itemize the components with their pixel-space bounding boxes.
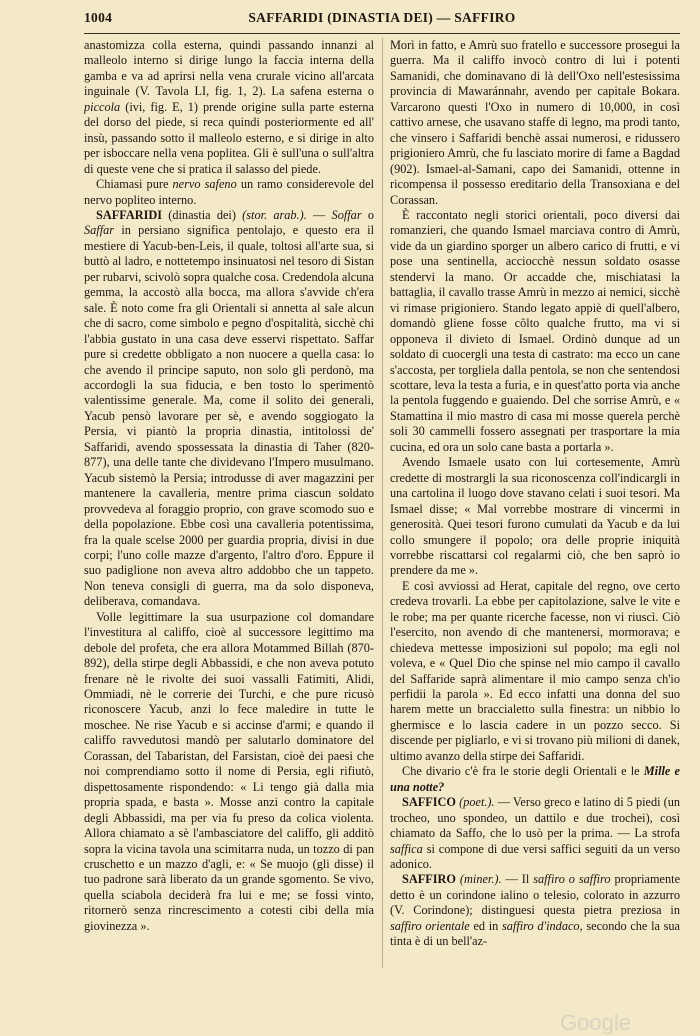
paragraph-nervo-safeno: [84, 177, 374, 208]
page-number: 1004: [84, 10, 113, 25]
text-run: in persiano significa pentolajo, e questo era il mestiere di Yacub-ben-Leis, il quale, toltosi all'arte sua, si buttò al ladro, e nottetempo insinuatosi nel tesoro di Sistan per rubarvi, scivolò sopra qualche cosa. Credendola alcuna gemma, la accostò alla bocca, ma allora s'avvide ch'era sale. È noto come fra gli Orientali si annetta al sale alcun che di sacro, come simbolo e pegno d'ospitalità, sicchè chi l'abbia gustato in una casa deve esservi rispettato. Saffar pure si credette obbligato a non nuocere a quella casa: lo che avendo il principe saputo, non solo gli perdonò, ma accordogli la sua fiducia, e ben tosto lo sperimentò valentissime generale. Ma, come il solito dei generali, Yacub pensò lavorare per sè, e avendo soggiogato la Persia, vi piantò la propria dinastia, intitolossi de' Saffaridi, avendo spossessata la dinastia di Taher (820-877), una delle tante che dividevano l'Impero musulmano. Yacub sistemò la Persia; introdusse di aver magazzini per mantenere la cavalleria, mentre prima ciascun soldato provvedeva al foraggio proprio, con grave scomodo suo e della popolazione. Ebbe così una cavalleria potentissima, fra la quale scelse 2000 per guardia propria, divisi in due corpi; l'uno colle mazze d'argento, l'altro d'oro. Eppure il suo padiglione non aveva altro addobbo che un tappeto. Non teneva consigli di guerra, ma da solo disponeva, deliberava, comandava.: [84, 223, 374, 609]
text-run: — Verso greco e latino di 5 piedi (un trocheo, uno spondeo, un dattilo e due trochei), così chiamato da Saffo, che lo usò per la prima. — La strofa: [390, 795, 681, 841]
italic-term: (miner.).: [459, 872, 502, 887]
header-rule: [84, 33, 680, 34]
text-run: (dinastia dei): [168, 207, 236, 222]
paragraph-yacub: Volle legittimare la sua usurpazione col domandare l'investitura al califfo, cioè al successore legittimo ma debole del profeta, che era allora Motammed Billah (870-892), della stirpe degli Abbassidi, e che non aveva potuto frenare nè le rivolte dei suoi vassalli Fatimiti, Alidi, Ommiadi, nè le correrie dei Turchi, e che pure ricusò riconoscere Yacub, anzi lo fece maledire in tutte le moschee. Ne rise Yacub e si accinse d'armi; e quando il califfo ravvedutosi mandò per salutarlo dominatore del Corassan, del Tabaristan, del Farsistan, cioè dei paesi che noi comprendiamo sotto il nome di Persia, egli rifiutò, dispettosamente rispondendo: « Li tengo già dalla mia propria spada, e basta ». Mosse anzi contro la capitale degli Abbassidi, ma per via fu preso da colica violenta. Allora chiamato a sè l'ambasciatore del califfo, gli additò sopra la vicina tavola una scimitarra nuda, un tozzo di pan cruschetto e un mazzo d'agli, e: « Se muojo (gli disse) il tuo padrone sarà liberato da un grande sgomento. Se vivo, quella sciabola deciderà fra lui e me; se fossi vinto, ritornerò senza rincrescimento a cotesti cibi della mia giovinezza ».: [84, 609, 374, 933]
paragraph-ismael: È raccontato negli storici orientali, poco diversi dai romanzieri, che quando Ismael marciava contro di Amrù, vide da un giardino sporger un albero carico di frutti, e vi pose una sentinella, acciocchè nessun soldato osasse stendervi la mano. Or accadde che, mischiatasi la battaglia, il cavallo trasse Amrù in mezzo ai nemici, sicchè vi rimase prigioniero. Stando legato appiè di quell'albero, domandò gliene fosse côlto qualche frutto, ma vi si opponeva il divieto di Ismael. Ordinò dunque ad un soldato di cuocergli una testa di castrato: ma ecco un cane s'accosta, per torgliela dalla pentola, se non che sentendosi scottare, leva la testa a furia, e in quest'atto porta via anche la pentola fuggendo e guaiendo. Del che sorrise Amrù, e « Stamattina il mio mastro di casa mi mosse querela perchè soli 30 cammelli fossero assegnati per trasportare la mia cucina, ed ora un solo cane basta a portarla ».: [390, 207, 680, 454]
text-run: (ivi, fig. E, 1) prende origine sulla parte esterna del dorso del piede, si reca quindi posteriormente ed all' insù, passando sotto il malleolo esterno, e si dirige in alto per isboccare nella vena poplitea. Gli è sull'una o sull'altra di queste vene che si pratica il salasso del piede.: [84, 99, 375, 176]
entry-saffaridi: [84, 208, 374, 610]
italic-term: (poet.).: [459, 795, 495, 810]
paragraph-safena: [84, 38, 374, 177]
entry-saffiro: [390, 872, 680, 949]
running-title: SAFFARIDI (DINASTIA DEI) — SAFFIRO: [248, 10, 516, 25]
entry-headword: SAFFARIDI: [96, 207, 163, 222]
italic-term: saffiro o saffiro: [533, 872, 611, 887]
column-divider: [382, 38, 383, 968]
text-run: anastomizza colla esterna, quindi passando innanzi al malleolo interno si dirige lungo la faccia interna della gamba e va ad aprirsi nella vena crurale vicino all'arcata inguinale (V. Tavola LI, fig. 1, 2). La safena esterna o: [84, 38, 374, 99]
italic-term: (stor. arab.).: [242, 207, 307, 222]
entry-headword: SAFFIRO: [402, 872, 456, 887]
text-run: un ramo considerevole del nervo popliteo interno.: [84, 177, 374, 207]
text-run: —: [313, 207, 326, 222]
text-run: propriamente detto è un corindone ialino o telesio, colorato in azzurro (V. Corindone); distinguesi questa pietra preziosa in: [390, 872, 681, 918]
text-run: ed in: [473, 918, 499, 933]
italic-term: piccola: [84, 99, 121, 114]
left-column: [84, 38, 374, 934]
text-run: Chiamasi pure: [96, 177, 169, 192]
text-run: Che divario c'è fra le storie degli Orientali e le: [402, 764, 640, 779]
italic-term: Soffar: [331, 207, 362, 222]
text-run: o: [367, 207, 374, 222]
right-column: [390, 38, 680, 950]
paragraph-divario: [390, 764, 680, 795]
page-header: [84, 10, 680, 32]
italic-term: saffiro orientale: [390, 918, 470, 933]
italic-term: saffiro d'indaco,: [501, 918, 583, 933]
text-run: — Il: [505, 872, 530, 887]
entry-headword: SAFFICO: [402, 795, 456, 810]
entry-saffico: [390, 795, 680, 872]
paragraph-amru: Morì in fatto, e Amrù suo fratello e successore prosegui la guerra. Ma il califfo invocò contro di lui i potenti Samanidi, che dominavano di là dell'Oxo nell'estesissima provincia di Mawaránnahr, avendo per capitale Bokara. Varcarono questi l'Oxo in numero di 10,000, in così cattivo arnese, che usavano staffe di legno, ma prodi tanto, che vinsero i Saffaridi benchè assai numerosi, e ridussero prigioniero Amrù, che fu lasciato morire di fame a Bagdad (902). Ismael-al-Samani, capo dei Samanidi, ottenne in ricompensa il possesso ereditario della Transoxiana e del Corassan.: [390, 38, 680, 207]
italic-term: Saffar: [84, 223, 115, 238]
paragraph-tesori: Avendo Ismaele usato con lui cortesemente, Amrù credette di mostrargli la sua riconoscenza coll'indicargli in una cartolina il luogo dove stavano celati i suoi tesori. Ma Ismael disse; « Mal vorrebbe mostrare di vincermi in generosità. Quei tesori furono cumulati da Yacub e da lui collo smungere il popolo; ora delle proprie iniquità vorrebbe riscattarsi col regalarmi ciò, che ben saprò io prendere da me ».: [390, 455, 680, 578]
italic-term: nervo safeno: [172, 177, 237, 192]
paragraph-herat: E così avviossi ad Herat, capitale del regno, ove certo credeva trovarli. La ebbe per capitolazione, salve le vite e le robe; ma per quante ricerche facesse, non vi riuscì. Ciò l'esercito, non avendo di che mantenersi, mormorava; e chiedeva mettesse imposizioni sul popolo; ma egli nol voleva, e « Quel Dio che spinse nel mio campo il cavallo del Saffaride saprà alimentare il mio campo senza ch'io perfidii la parola ». Ed ecco infatti una donna del suo harem mette un braccialetto sulla finestra: un nibbio lo ghermisce e lo lascia cadere in un pozzo secco. Si discende per pigliarlo, e vi si trovano più milioni di danek, ultimo avanzo della stirpe dei Saffaridi.: [390, 578, 680, 763]
italic-term: Mille e una notte?: [390, 764, 680, 794]
text-run: secondo che la sua tinta è di un bell'az-: [390, 918, 681, 949]
italic-term: saffica: [390, 841, 423, 856]
text-run: si compone di due versi saffici seguiti da un verso adonico.: [390, 841, 680, 872]
watermark: Google: [560, 1010, 631, 1035]
